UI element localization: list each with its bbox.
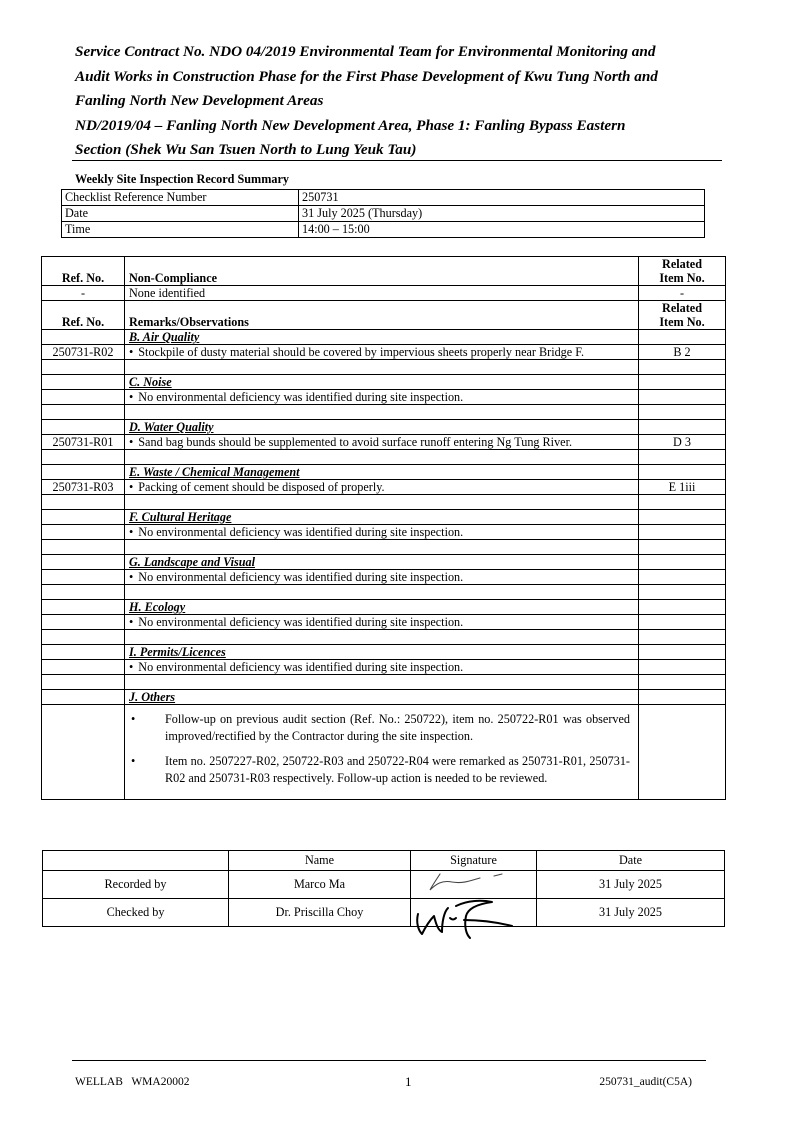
related-header: Related Item No.	[639, 257, 726, 286]
blank-row	[42, 540, 726, 555]
others-cell	[125, 705, 639, 800]
signoff-row	[43, 899, 725, 927]
section-title: D. Water Quality	[125, 420, 639, 435]
signature-priscilla-choy	[417, 901, 512, 938]
header-line: Audit Works in Construction Phase for the First Phase Development of Kwu Tung North and	[75, 67, 658, 85]
remark-text: • No environmental deficiency was identified during site inspection.	[125, 390, 639, 405]
noncompliance-row	[42, 286, 726, 301]
others-row	[42, 705, 726, 800]
remark-text: • No environmental deficiency was identified during site inspection.	[125, 660, 639, 675]
ref-cell	[42, 390, 125, 405]
signoff-row	[43, 871, 725, 899]
header-line: ND/2019/04 – Fanling North New Development Area, Phase 1: Fanling Bypass Eastern	[75, 116, 626, 134]
section-title-row	[42, 600, 726, 615]
name-cell: Marco Ma	[229, 871, 411, 899]
blank-row	[42, 405, 726, 420]
header-line: Service Contract No. NDO 04/2019 Environmental Team for Environmental Monitoring and	[75, 43, 656, 60]
ref-cell	[42, 660, 125, 675]
section-title: B. Air Quality	[125, 330, 639, 345]
remark-text: • No environmental deficiency was identified during site inspection.	[125, 570, 639, 585]
remark-row	[42, 480, 726, 495]
bullet-icon: •	[131, 754, 136, 768]
related-cell	[639, 660, 726, 675]
section-title: C. Noise	[125, 375, 639, 390]
remark-row	[42, 660, 726, 675]
signoff-header-row	[43, 851, 725, 871]
related-cell: E 1iii	[639, 480, 726, 495]
section-title-row	[42, 510, 726, 525]
header-divider	[72, 160, 722, 161]
info-value: 14:00 – 15:00	[299, 222, 705, 238]
remarks-header-row	[42, 301, 726, 330]
name-header: Name	[229, 851, 411, 871]
remark-text: • No environmental deficiency was identified during site inspection.	[125, 525, 639, 540]
section-title: E. Waste / Chemical Management	[125, 465, 639, 480]
info-label: Checklist Reference Number	[62, 190, 299, 206]
inspection-table	[41, 256, 726, 800]
info-label: Time	[62, 222, 299, 238]
page-number: 1	[405, 1074, 412, 1089]
section-title-row	[42, 465, 726, 480]
remarks-sections	[42, 330, 726, 690]
blank-row	[42, 450, 726, 465]
section-title: J. Others	[125, 690, 639, 705]
info-value: 31 July 2025 (Thursday)	[299, 206, 705, 222]
related-cell: D 3	[639, 435, 726, 450]
related-cell: B 2	[639, 345, 726, 360]
section-title: I. Permits/Licences	[125, 645, 639, 660]
info-title: Weekly Site Inspection Record Summary	[75, 172, 289, 186]
blank-row	[42, 630, 726, 645]
name-cell: Dr. Priscilla Choy	[229, 899, 411, 927]
contract-header	[75, 40, 715, 163]
header-line: Section (Shek Wu San Tsuen North to Lung Yeuk Tau)	[75, 141, 417, 158]
section-title-row	[42, 690, 726, 705]
handwritten-signatures	[412, 866, 522, 946]
blank-row	[42, 585, 726, 600]
others-item: • Item no. 2507227-R02, 250722-R03 and 250722-R04 were remarked as 250731-R01, 250731-R02 and 250731-R03 respectively. Follow-up action is needed to be reviewed.	[131, 754, 630, 785]
remark-row	[42, 390, 726, 405]
info-row	[62, 206, 705, 222]
bullet-icon: •	[131, 712, 136, 726]
header-line: Fanling North New Development Areas	[75, 92, 324, 109]
ref-cell	[42, 525, 125, 540]
footer-right: 250731_audit(C5A)	[599, 1076, 692, 1088]
ref-cell	[42, 570, 125, 585]
section-title-row	[42, 375, 726, 390]
section-title: G. Landscape and Visual	[125, 555, 639, 570]
ref-header: Ref. No.	[42, 257, 125, 286]
ref-cell: 250731-R01	[42, 435, 125, 450]
related-cell	[639, 390, 726, 405]
noncompliance-text: None identified	[125, 286, 639, 301]
noncompliance-header: Non-Compliance	[125, 257, 639, 286]
related-cell	[639, 570, 726, 585]
related-cell	[639, 525, 726, 540]
ref-cell: -	[42, 286, 125, 301]
blank-row	[42, 675, 726, 690]
date-header: Date	[537, 851, 725, 871]
section-title: H. Ecology	[125, 600, 639, 615]
footer-divider	[72, 1060, 706, 1061]
section-title-row	[42, 555, 726, 570]
related-header: Related Item No.	[639, 301, 726, 330]
others-item: • Follow-up on previous audit section (Ref. No.: 250722), item no. 250722-R01 was observed improved/rectified by the Contractor during the site inspection.	[131, 712, 630, 743]
remark-row	[42, 435, 726, 450]
role-cell: Checked by	[43, 899, 229, 927]
info-row	[62, 190, 705, 206]
related-cell: -	[639, 286, 726, 301]
blank-row	[42, 360, 726, 375]
blank-row	[42, 495, 726, 510]
remark-text: • Sand bag bunds should be supplemented to avoid surface runoff entering Ng Tung River.	[125, 435, 639, 450]
remark-row	[42, 615, 726, 630]
noncompliance-header-row	[42, 257, 726, 286]
ref-header: Ref. No.	[42, 301, 125, 330]
remark-text: • Stockpile of dusty material should be covered by impervious sheets properly near Bridge F.	[125, 345, 639, 360]
info-row	[62, 222, 705, 238]
info-label: Date	[62, 206, 299, 222]
remark-row	[42, 570, 726, 585]
section-title-row	[42, 645, 726, 660]
info-table	[61, 189, 705, 238]
date-cell: 31 July 2025	[537, 899, 725, 927]
date-cell: 31 July 2025	[537, 871, 725, 899]
remark-row	[42, 525, 726, 540]
section-title-row	[42, 330, 726, 345]
remark-text: • Packing of cement should be disposed of properly.	[125, 480, 639, 495]
remark-row	[42, 345, 726, 360]
ref-cell: 250731-R02	[42, 345, 125, 360]
signature-header: Signature	[411, 851, 537, 871]
footer-left: WELLAB WMA20002	[75, 1076, 190, 1088]
section-title-row	[42, 420, 726, 435]
info-value: 250731	[299, 190, 705, 206]
signoff-table	[42, 850, 725, 927]
signature-marco-ma	[430, 874, 502, 890]
ref-cell	[42, 615, 125, 630]
related-cell	[639, 615, 726, 630]
role-cell: Recorded by	[43, 871, 229, 899]
section-title: F. Cultural Heritage	[125, 510, 639, 525]
remark-text: • No environmental deficiency was identified during site inspection.	[125, 615, 639, 630]
ref-cell: 250731-R03	[42, 480, 125, 495]
remarks-header: Remarks/Observations	[125, 301, 639, 330]
